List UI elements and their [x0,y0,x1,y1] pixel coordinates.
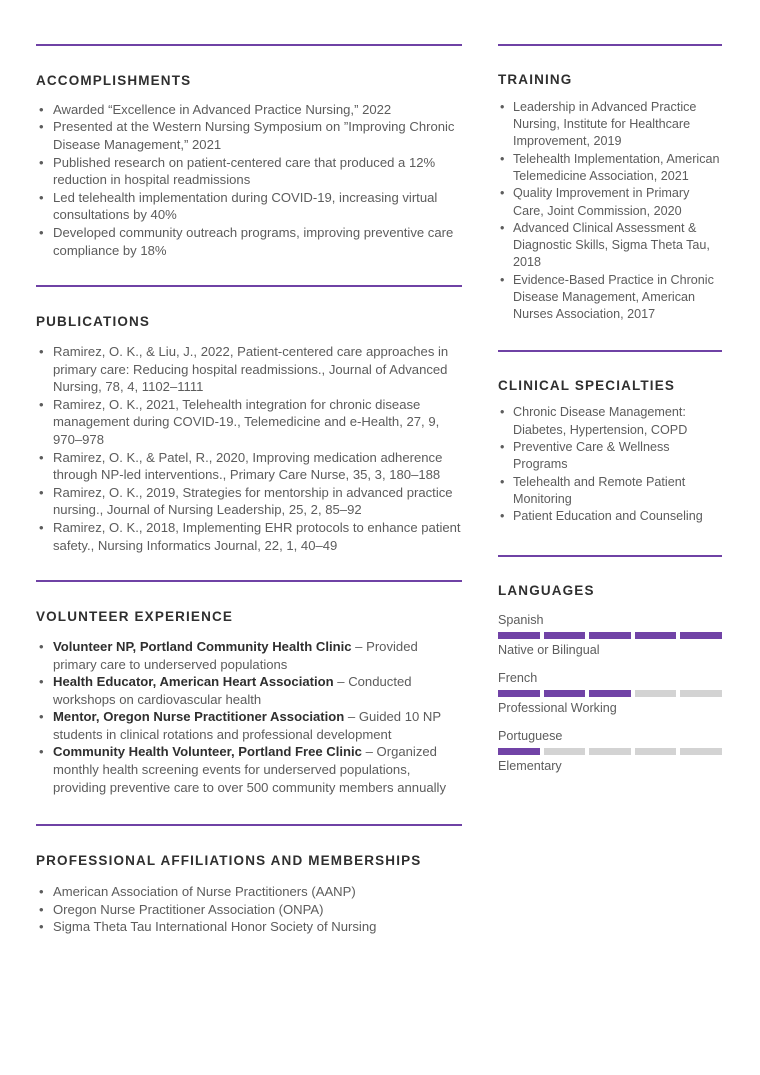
volunteer-description: – Provided primary care to underserved populations [53,638,418,672]
language-item [498,612,722,659]
section-languages [498,555,722,776]
left-column [36,44,462,976]
section-accomplishments [36,44,462,259]
proficiency-segment [635,748,677,755]
list-item: • Awarded “Excellence in Advanced Practice Nursing,” 2022 [36,101,462,119]
list-item [36,708,462,743]
clinical-specialties-list [498,404,722,525]
heading-clinical-specialties: CLINICAL SPECIALTIES [498,377,676,393]
proficiency-segment [544,632,586,639]
list-item: • Telehealth and Remote Patient Monitoring [498,474,722,509]
list-item [36,743,462,796]
section-volunteer-experience [36,580,462,796]
heading-training: TRAINING [498,72,573,87]
volunteer-role: Community Health Volunteer, Portland Free Clinic [53,744,362,760]
language-proficiency-bar [498,748,722,755]
language-level: Elementary [498,759,562,774]
list-item: • Patient Education and Counseling [498,508,722,525]
volunteer-list [36,638,462,796]
list-item: • Telehealth Implementation, American Telemedicine Association, 2021 [498,151,722,186]
list-item: • Ramirez, O. K., 2021, Telehealth integration for chronic disease management during COVID-19., Telemedicine and e-Health, 27, 9, 970–978 [36,396,462,449]
proficiency-segment [498,632,540,639]
volunteer-role: Mentor, Oregon Nurse Practitioner Association [53,709,345,725]
volunteer-description: – Organized monthly health screening events for underserved populations, providing preventive care to over 500 community members annually [53,744,447,795]
list-item: • Advanced Clinical Assessment & Diagnostic Skills, Sigma Theta Tau, 2018 [498,220,722,272]
list-item: • Developed community outreach programs, improving preventive care compliance by 18% [36,224,462,259]
proficiency-segment [589,632,631,639]
list-item: • Led telehealth implementation during COVID-19, increasing virtual consultations by 40% [36,189,462,224]
list-item: • Published research on patient-centered care that produced a 12% reduction in hospital readmissions [36,154,462,189]
language-name: Portuguese [498,729,563,744]
list-item: • Ramirez, O. K., & Patel, R., 2020, Improving medication adherence through NP-led interventions., Primary Care Nurse, 35, 3, 180–188 [36,449,462,484]
language-proficiency-bar [498,690,722,697]
section-training [498,44,722,324]
list-item: • Ramirez, O. K., 2018, Implementing EHR protocols to enhance patient safety., Nursing Informatics Journal, 22, 1, 40–49 [36,519,462,554]
volunteer-role: Health Educator, American Heart Association [53,674,334,690]
proficiency-segment [635,690,677,697]
affiliations-list [36,883,462,936]
list-item: • Quality Improvement in Primary Care, Joint Commission, 2020 [498,185,722,220]
publications-list [36,343,462,554]
heading-languages: LANGUAGES [498,582,595,598]
proficiency-segment [498,748,540,755]
list-item: • Sigma Theta Tau International Honor Society of Nursing [36,918,462,936]
language-item [498,728,722,775]
proficiency-segment [589,690,631,697]
volunteer-description: – Conducted workshops on cardiovascular health [53,674,412,707]
languages-list [498,612,722,775]
list-item [36,638,462,673]
proficiency-segment [680,632,722,639]
proficiency-segment [544,690,586,697]
list-item: • Preventive Care & Wellness Programs [498,439,722,474]
language-name: French [498,671,538,686]
heading-professional-affiliations: PROFESSIONAL AFFILIATIONS AND MEMBERSHIPS [36,853,422,869]
list-item: • Evidence-Based Practice in Chronic Disease Management, American Nurses Association, 2017 [498,272,722,324]
list-item: • Ramirez, O. K., & Liu, J., 2022, Patient-centered care approaches in primary care: Reducing hospital readmissions., Journal of Advanced Nursing, 78, 4, 1102–1111 [36,343,462,396]
proficiency-segment [680,748,722,755]
right-column [498,44,722,786]
list-item: • Leadership in Advanced Practice Nursing, Institute for Healthcare Improvement, 2019 [498,99,722,151]
section-publications [36,285,462,554]
list-item: • Oregon Nurse Practitioner Association (ONPA) [36,901,462,919]
list-item: • Ramirez, O. K., 2019, Strategies for mentorship in advanced practice nursing., Journal of Nursing Leadership, 25, 2, 85–92 [36,484,462,519]
language-level: Professional Working [498,701,617,716]
language-name: Spanish [498,613,544,628]
volunteer-role: Volunteer NP, Portland Community Health Clinic [53,638,352,654]
proficiency-segment [544,748,586,755]
heading-accomplishments: ACCOMPLISHMENTS [36,73,192,88]
proficiency-segment [498,690,540,697]
proficiency-segment [635,632,677,639]
volunteer-description: – Guided 10 NP students in clinical rotations and professional development [53,709,441,742]
language-item [498,670,722,717]
proficiency-segment [589,748,631,755]
language-level: Native or Bilingual [498,643,600,658]
list-item: • American Association of Nurse Practitioners (AANP) [36,883,462,901]
language-proficiency-bar [498,632,722,639]
accomplishments-list [36,101,462,259]
proficiency-segment [680,690,722,697]
heading-publications: PUBLICATIONS [36,314,151,330]
section-clinical-specialties [498,350,722,526]
heading-volunteer-experience: VOLUNTEER EXPERIENCE [36,609,234,625]
list-item: • Chronic Disease Management: Diabetes, Hypertension, COPD [498,404,722,439]
list-item [36,673,462,708]
list-item: • Presented at the Western Nursing Symposium on ”Improving Chronic Disease Management,” 2021 [36,118,462,153]
training-list [498,99,722,324]
section-professional-affiliations [36,824,462,976]
